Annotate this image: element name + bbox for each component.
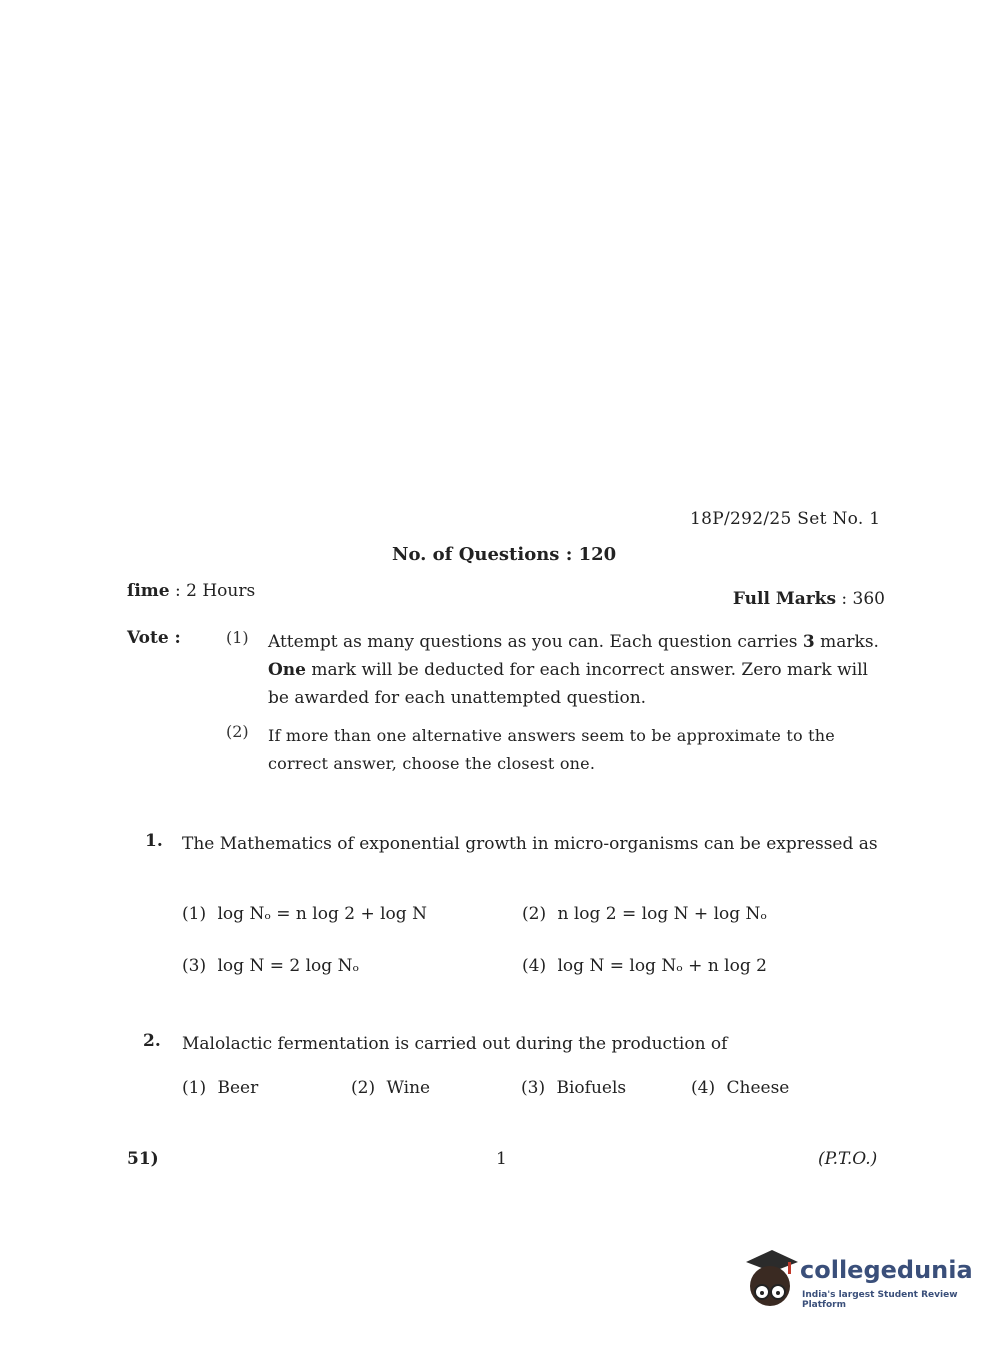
q2-option-3-text: Biofuels [556,1078,627,1098]
q2-option-1-text: Beer [217,1078,259,1098]
q1-option-2-text: n log 2 = log N + log Nₒ [557,904,767,924]
note-label: Vote : [127,628,181,648]
q2-option-1 [182,1078,258,1098]
q1-option-2-num: (2) [522,904,547,924]
q2-option-3-num: (3) [521,1078,546,1098]
q1-option-4 [522,956,767,976]
q1-option-1-num: (1) [182,904,207,924]
q1-option-1 [182,904,427,924]
note-item-2-text [268,722,884,778]
collegedunia-logo [742,1248,972,1318]
q1-option-3-text: log N = 2 log Nₒ [217,956,359,976]
q2-option-4-num: (4) [691,1078,716,1098]
q2-option-2 [351,1078,430,1098]
mascot-icon [742,1248,800,1314]
q2-option-3 [521,1078,626,1098]
marks-value: : 360 [836,589,885,609]
q1-option-3 [182,956,359,976]
q2-option-2-text: Wine [386,1078,431,1098]
logo-name: collegedunia [800,1256,973,1284]
footer-code: 51) [127,1149,159,1169]
set-number: 18P/292/25 Set No. 1 [690,509,881,529]
question-1-number: 1. [145,831,163,851]
time-info [127,581,255,601]
note-item-1-number: (1) [226,628,249,647]
marks-label: Full Marks [732,589,837,609]
q2-option-2-num: (2) [351,1078,376,1098]
page-number: 1 [496,1149,507,1169]
note-1-text-c: mark will be deducted for each incorrect answer. Zero mark will be awarded for each unattempted question. [268,660,868,708]
question-2-text: Malolactic fermentation is carried out during the production of [182,1034,728,1054]
logo-tagline: India's largest Student Review Platform [802,1290,958,1310]
note-2-text: If more than one alternative answers seem to be approximate to the correct answer, choose the closest one. [268,726,835,773]
time-label: ſime [127,581,170,601]
note-1-text-b: marks. [814,632,879,652]
number-of-questions: No. of Questions : 120 [392,544,617,565]
q1-option-4-text: log N = log Nₒ + n log 2 [557,956,767,976]
q1-option-4-num: (4) [522,956,547,976]
q1-option-3-num: (3) [182,956,207,976]
q1-option-1-text: log Nₒ = n log 2 + log N [217,904,427,924]
note-item-2-number: (2) [226,722,249,741]
q2-option-1-num: (1) [182,1078,207,1098]
time-value: : 2 Hours [169,581,256,601]
question-1-text: The Mathematics of exponential growth in micro-organisms can be expressed as [182,834,878,854]
pto-label: (P.T.O.) [818,1149,878,1169]
q2-option-4 [691,1078,789,1098]
q1-option-2 [522,904,767,924]
full-marks-info [733,589,885,609]
note-1-bold-a: 3 [802,632,815,652]
question-2-number: 2. [143,1031,161,1051]
note-item-1-text [268,628,884,712]
q2-option-4-text: Cheese [726,1078,790,1098]
note-1-bold-b: One [268,660,306,680]
note-1-text-a: Attempt as many questions as you can. Each question carries [268,632,803,652]
